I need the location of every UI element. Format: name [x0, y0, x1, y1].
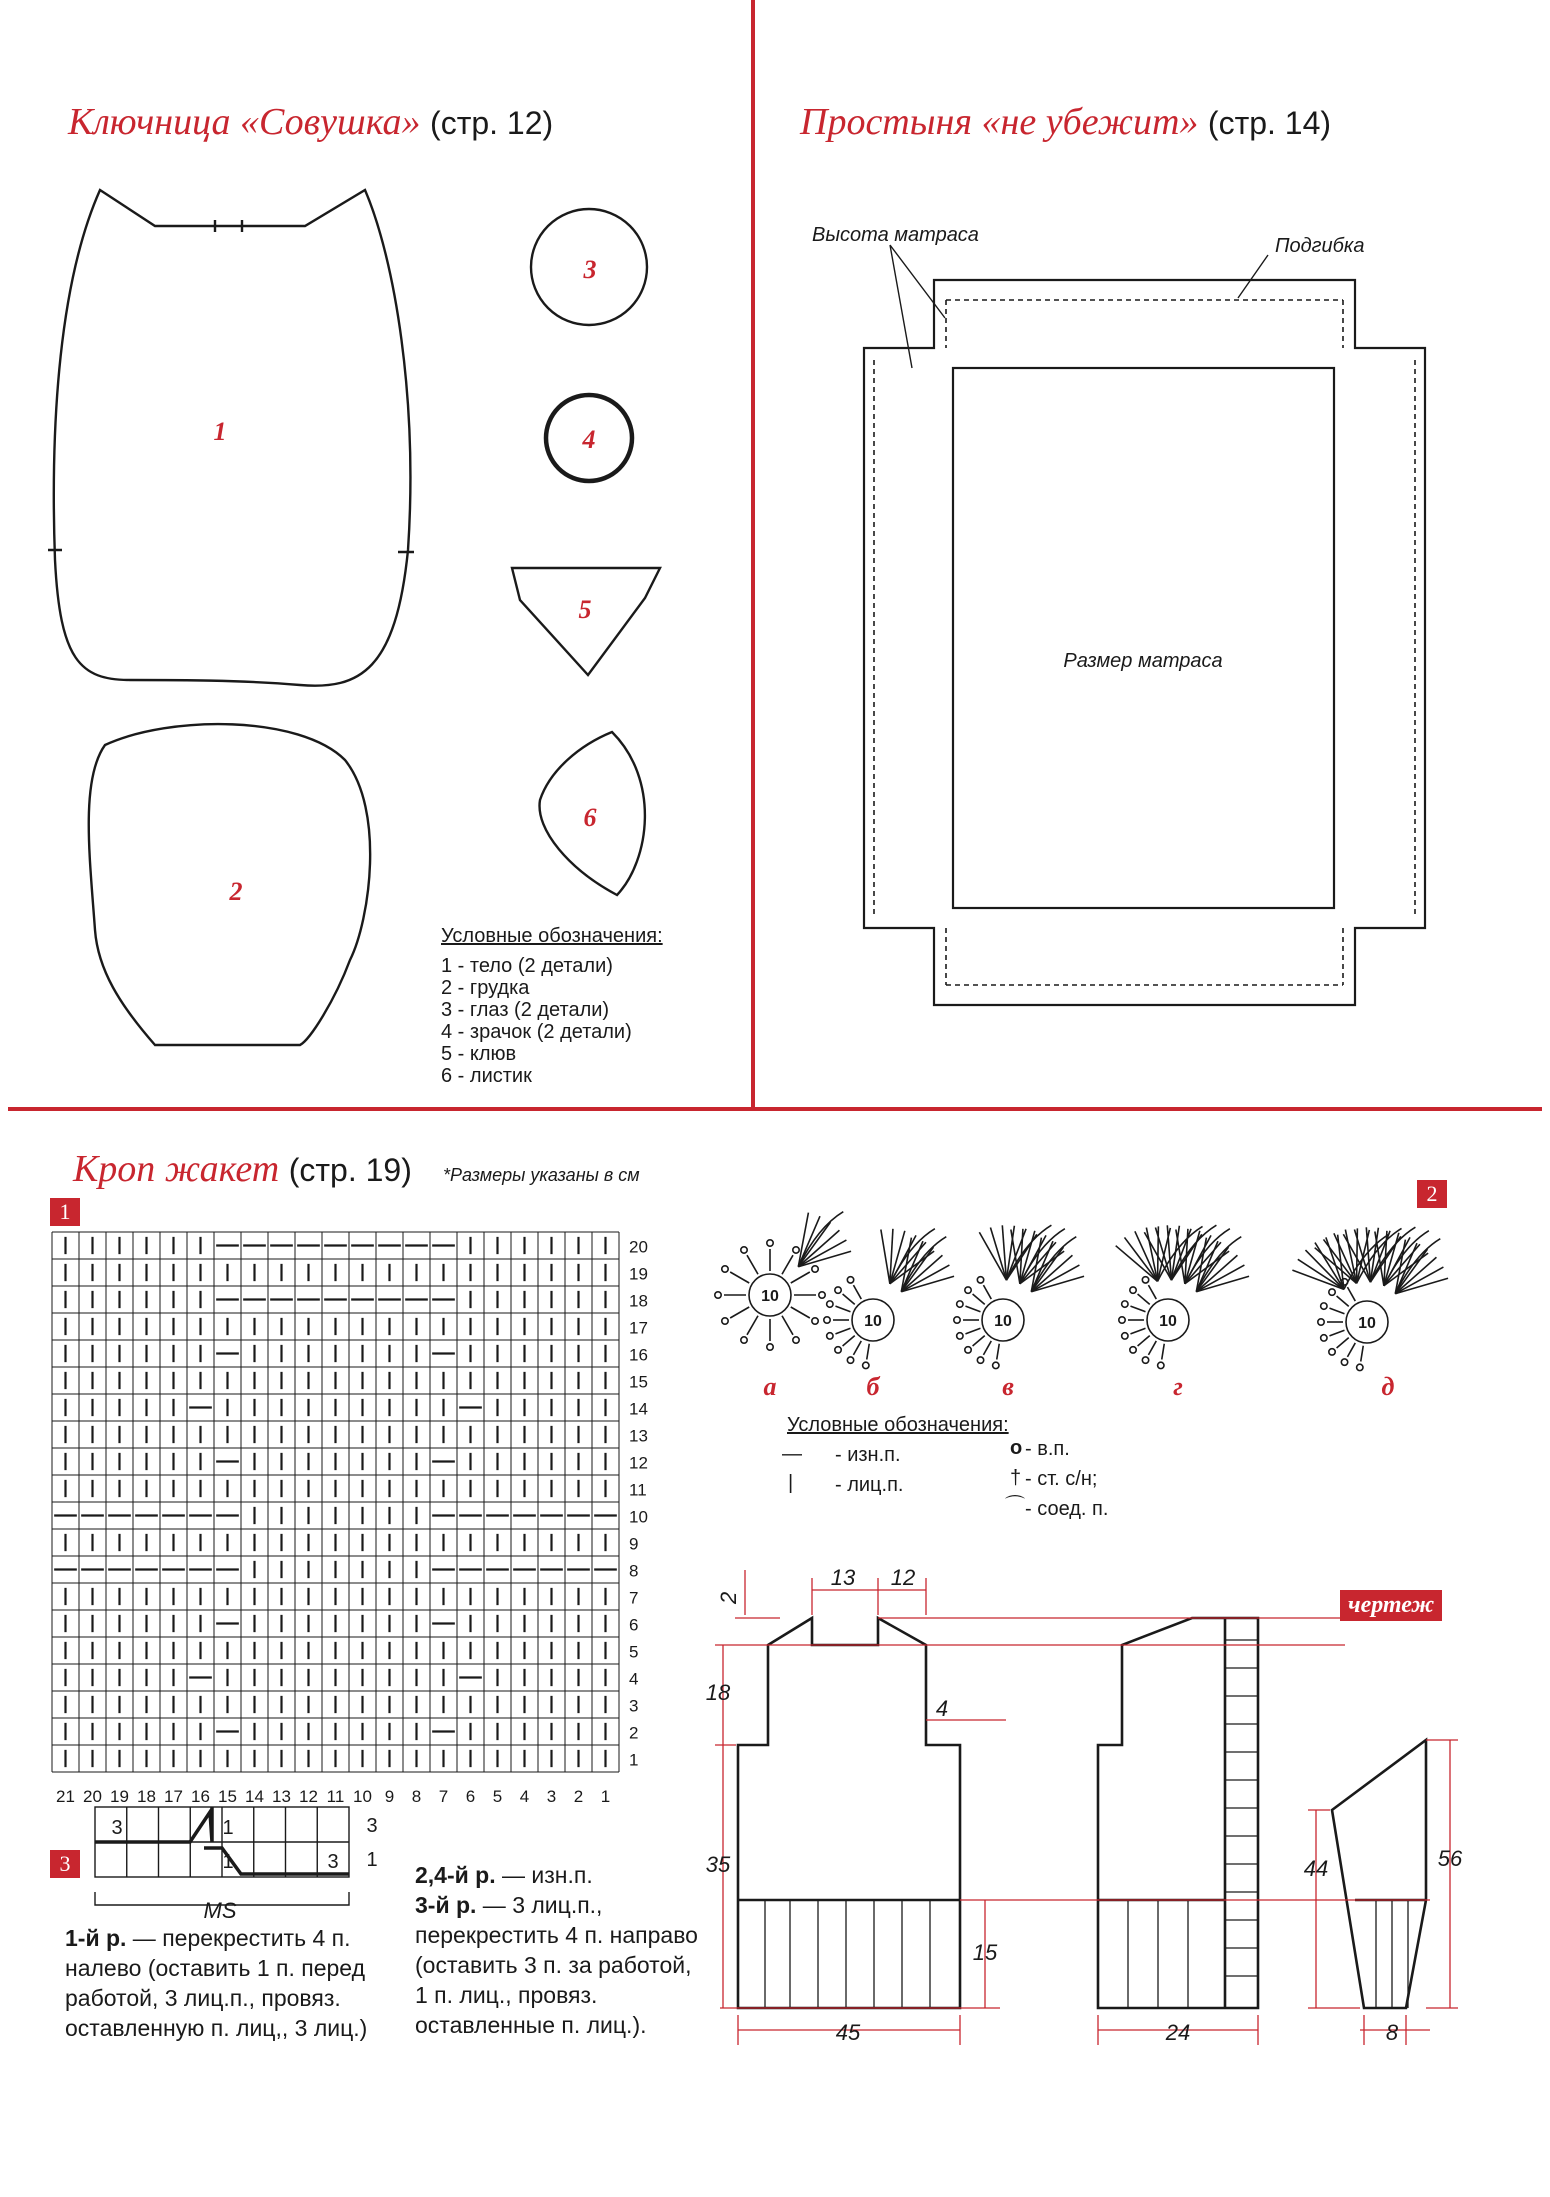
instruction-row-1-label: 1-й р.	[65, 1925, 127, 1951]
motif-letter: в	[1002, 1372, 1014, 1401]
chart-row-number: 15	[629, 1372, 648, 1392]
chart-col-number: 9	[384, 1787, 395, 1806]
chart-row-number: 19	[629, 1264, 648, 1284]
sheet-height-label: Высота матраса	[812, 224, 979, 246]
legend-chain: - в.п.	[1025, 1438, 1070, 1460]
motif-letter: д	[1381, 1372, 1395, 1401]
legend-dc-symbol: †	[1010, 1467, 1022, 1489]
owl-legend-item: 2 - грудка	[441, 977, 530, 999]
chart-col-number: 18	[137, 1787, 156, 1806]
jacket-title-text: Кроп жакет	[73, 1148, 280, 1190]
legend-slip-symbol: ⌒	[1005, 1495, 1025, 1517]
dim-rib-height: 15	[972, 1940, 998, 1965]
owl-legend-title: Условные обозначения:	[441, 925, 663, 947]
jacket-sizes-note: *Размеры указаны в см	[443, 1165, 640, 1185]
chart-col-number: 2	[573, 1787, 584, 1806]
jacket-page-ref: (стр. 19)	[288, 1152, 412, 1188]
owl-part-5-label: 5	[578, 595, 592, 624]
owl-legend-item: 3 - глаз (2 детали)	[441, 999, 610, 1021]
dim-body-height: 35	[705, 1852, 731, 1877]
chart-row-number: 5	[629, 1642, 639, 1662]
chart-col-number: 19	[110, 1787, 129, 1806]
cable-row-top: 3	[366, 1815, 378, 1837]
chart-col-number: 17	[164, 1787, 183, 1806]
chart-row-number: 2	[629, 1723, 639, 1743]
legend-chain-symbol: о	[1010, 1437, 1023, 1459]
chart-col-number: 6	[465, 1787, 476, 1806]
legend-knit: - лиц.п.	[835, 1474, 904, 1496]
legend-dc: - ст. с/н;	[1025, 1468, 1098, 1490]
dim-shoulder-width: 12	[890, 1565, 916, 1590]
sheet-title-text: Простыня «не убежит»	[800, 101, 1199, 143]
chart-row-number: 12	[629, 1453, 648, 1473]
chart-row-number: 11	[629, 1480, 647, 1500]
chart-col-number: 5	[492, 1787, 503, 1806]
back-rib-ticks	[1128, 1900, 1188, 2008]
instruction-row-3-label: 3-й р.	[415, 1892, 477, 1918]
chart-row-number: 4	[629, 1669, 639, 1689]
chart-row-number: 14	[629, 1399, 648, 1419]
motif-center-label: 10	[1159, 1313, 1177, 1330]
chart-row-number: 8	[629, 1561, 639, 1581]
legend-purl: - изн.п.	[835, 1444, 901, 1466]
chart-row-number: 6	[629, 1615, 639, 1635]
chart-col-number: 14	[245, 1787, 264, 1806]
front-rib-ticks	[765, 1900, 930, 2008]
chart-col-number: 3	[546, 1787, 557, 1806]
chart-col-number: 12	[299, 1787, 318, 1806]
sheet-page-ref: (стр. 14)	[1207, 105, 1332, 141]
drawing-badge-text: чертеж	[1348, 1592, 1435, 1618]
dim-front-width: 45	[835, 2020, 861, 2045]
motif-letter: а	[763, 1372, 777, 1401]
owl-part-2-label: 2	[229, 877, 243, 906]
chart-col-number: 20	[83, 1787, 102, 1806]
instruction-row-3-text: — 3 лиц.п., перекрестить 4 п. направо (оставить 3 п. за работой, 1 п. лиц., провяз. оставленные п. лиц.).	[415, 1892, 698, 2038]
jacket-legend-title: Условные обозначения:	[787, 1414, 1009, 1436]
chart-row-number: 9	[629, 1534, 639, 1554]
owl-part-1-label: 1	[213, 417, 227, 446]
motif-center-label: 10	[994, 1313, 1012, 1330]
owl-legend-item: 4 - зрачок (2 детали)	[441, 1021, 632, 1043]
chart-col-number: 8	[411, 1787, 422, 1806]
cable-cell-bottom-right: 3	[327, 1851, 339, 1873]
instruction-row-1-text: — перекрестить 4 п. налево (оставить 1 п. перед работой, 3 лиц.п., провяз. оставленную п. лиц,, 3 лиц.)	[65, 1925, 368, 2041]
sleeve-outline	[1332, 1740, 1426, 2008]
owl-legend-item: 6 - листик	[441, 1065, 532, 1087]
cable-ms-label: MS	[203, 1898, 237, 1923]
chart-col-number: 16	[191, 1787, 210, 1806]
motif-center-label: 10	[1358, 1315, 1376, 1332]
chart-col-number: 7	[438, 1787, 449, 1806]
dim-neck-drop: 2	[716, 1591, 741, 1604]
dim-armhole-height: 18	[705, 1680, 731, 1705]
owl-legend-item: 5 - клюв	[441, 1043, 517, 1065]
sleeve-rib-ticks	[1376, 1900, 1408, 2008]
chart-row-number: 20	[629, 1237, 648, 1257]
chart-col-number: 13	[272, 1787, 291, 1806]
chart-col-number: 4	[519, 1787, 530, 1806]
owl-part-6-label: 6	[583, 803, 597, 832]
dim-armhole-inset: 4	[935, 1696, 949, 1721]
chart-3-badge: 3	[50, 1850, 80, 1878]
chart-row-number: 18	[629, 1291, 648, 1311]
owl-page-ref: (стр. 12)	[430, 105, 554, 141]
dim-neck-width: 13	[830, 1565, 856, 1590]
chart-row-number: 16	[629, 1345, 648, 1365]
back-band-ticks	[1225, 1640, 1258, 1976]
chart-col-number: 11	[326, 1787, 345, 1806]
motif-center-label: 10	[864, 1313, 882, 1330]
chart-col-number: 10	[353, 1787, 372, 1806]
cable-cell-bottom-mid: 1	[222, 1851, 234, 1873]
dim-back-width: 24	[1165, 2020, 1191, 2045]
chart-row-number: 17	[629, 1318, 648, 1338]
motif-center-label: 10	[761, 1288, 779, 1305]
sheet-size-label: Размер матраса	[1063, 650, 1223, 672]
front-piece-outline	[738, 1618, 960, 2008]
chart-2-badge: 2	[1417, 1180, 1447, 1208]
motif-letter: б	[866, 1372, 880, 1401]
legend-slip: - соед. п.	[1025, 1498, 1109, 1520]
cable-cell-top-left: 3	[111, 1817, 123, 1839]
owl-title-text: Ключница «Совушка»	[68, 101, 421, 143]
dim-sleeve-outer: 56	[1437, 1846, 1463, 1871]
legend-purl-symbol: —	[782, 1443, 802, 1465]
cable-cell-top-mid: 1	[222, 1817, 234, 1839]
owl-part-4-label: 4	[582, 425, 596, 454]
chart-row-number: 7	[629, 1588, 639, 1608]
dim-sleeve-inner: 44	[1303, 1856, 1329, 1881]
dimension-lines	[715, 1570, 1458, 2045]
chart-col-number: 1	[600, 1787, 611, 1806]
chart-row-number: 13	[629, 1426, 648, 1446]
motif-letter: г	[1173, 1372, 1183, 1401]
cable-row-bottom: 1	[366, 1849, 378, 1871]
chart-row-number: 3	[629, 1696, 639, 1716]
instruction-rows-2-4-label: 2,4-й р.	[415, 1862, 496, 1888]
chart-row-number: 1	[629, 1750, 639, 1770]
legend-knit-symbol: |	[788, 1472, 794, 1494]
sheet-fold-label: Подгибка	[1275, 235, 1365, 257]
back-piece-outline	[1098, 1618, 1258, 2008]
instruction-rows-2-4-text: — изн.п.	[495, 1862, 593, 1888]
chart-col-number: 21	[56, 1787, 75, 1806]
owl-legend-item: 1 - тело (2 детали)	[441, 955, 613, 977]
chart-row-number: 10	[629, 1507, 648, 1527]
owl-part-3-label: 3	[583, 255, 597, 284]
dim-sleeve-width: 8	[1385, 2020, 1399, 2045]
chart-col-number: 15	[218, 1787, 237, 1806]
chart-1-badge: 1	[50, 1198, 80, 1226]
